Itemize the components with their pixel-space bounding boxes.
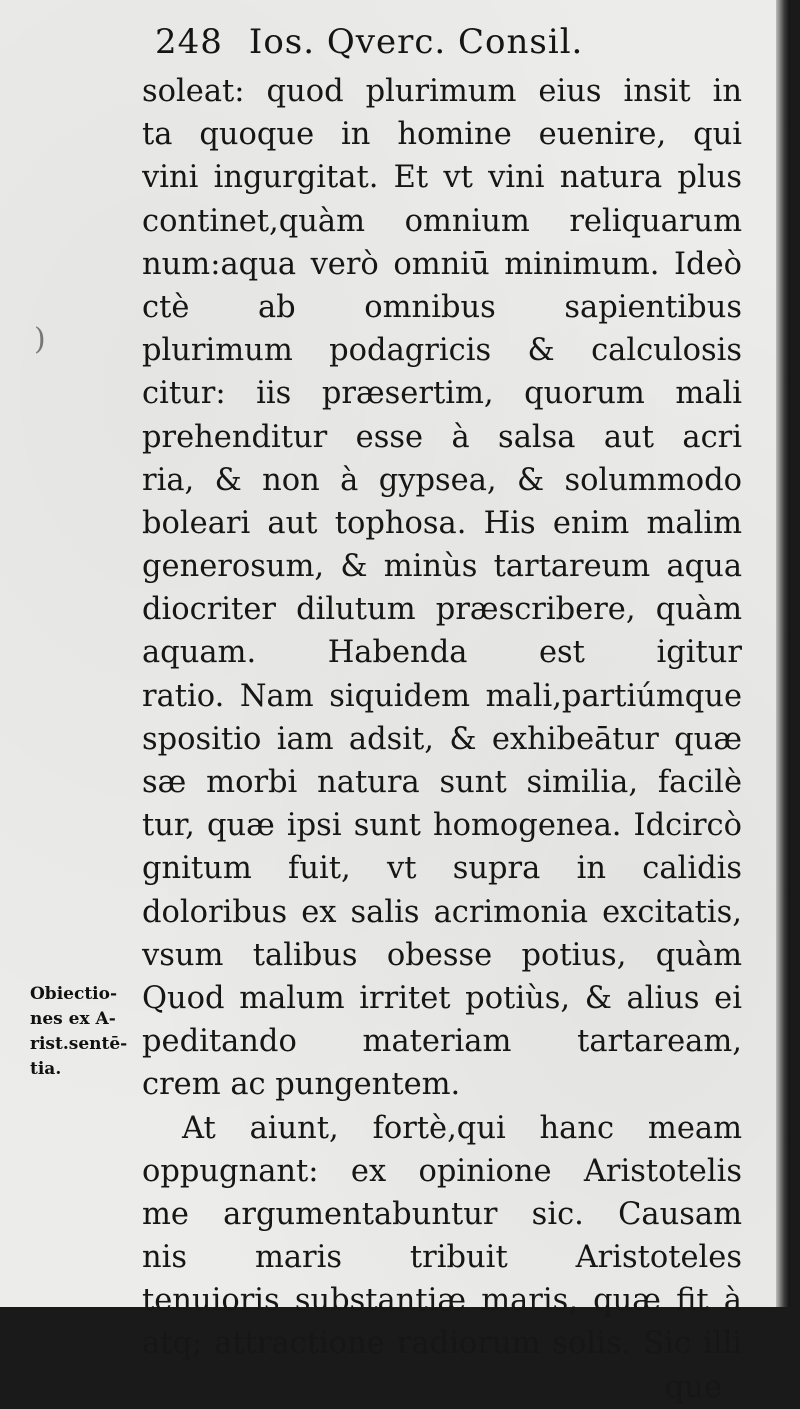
text-line: oppugnant: ex opinione Aristotelis <box>142 1153 742 1189</box>
text-line: aquam. Habenda est igitur <box>142 635 742 671</box>
text-line: peditando materiam tartaream, <box>142 1024 742 1060</box>
marginal-note <box>30 982 127 1082</box>
marginal-note-line: rist.sentē- <box>30 1034 128 1054</box>
text-line: generosum, & minùs tartareum aqua <box>142 549 742 585</box>
text-line: At aiunt, fortè,qui hanc meam <box>182 1110 742 1146</box>
running-title: Ios. Qverc. Consil. <box>248 22 584 62</box>
text-line: boleari aut tophosa. His enim malim <box>142 505 742 541</box>
text-line: ratio. Nam siquidem mali,partiúmque <box>142 678 742 714</box>
text-line: plurimum podagricis & calculosis <box>142 333 742 369</box>
running-head <box>155 22 583 62</box>
text-line: atq; attractione radiorum solis. Sic illi <box>142 1326 742 1362</box>
text-line: continet,quàm omnium reliquarum <box>142 203 742 239</box>
text-line: doloribus ex salis acrimonia excitatis, <box>142 894 742 930</box>
page-number: 248 <box>155 22 223 62</box>
text-line: ctè ab omnibus sapientibus <box>142 289 742 325</box>
marginal-note-line: nes ex A- <box>30 1009 116 1029</box>
page-gutter-shadow <box>776 0 790 1307</box>
text-line: gnitum fuit, vt supra in calidis <box>142 851 742 887</box>
text-line: tur, quæ ipsi sunt homogenea. Idcircò <box>142 808 742 844</box>
body-text <box>142 70 742 1409</box>
text-line: vsum talibus obesse potius, quàm <box>142 937 742 973</box>
text-line: vini ingurgitat. Et vt vini natura plus <box>142 160 742 196</box>
text-line: diocriter dilutum præscribere, quàm <box>142 592 742 628</box>
text-line: me argumentabuntur sic. Causam <box>142 1196 742 1232</box>
text-line: crem ac pungentem. <box>142 1067 461 1103</box>
ink-bleed-mark: ) <box>34 322 46 357</box>
text-line: spositio iam adsit, & exhibeātur quæ <box>142 721 742 757</box>
text-line: prehenditur esse à salsa aut acri <box>142 419 742 455</box>
text-line: sæ morbi natura sunt similia, facilè <box>142 765 742 800</box>
marginal-note-line: Obiectio- <box>30 984 118 1004</box>
catchword: que <box>664 1369 722 1405</box>
text-line: ta quoque in homine euenire, qui <box>142 117 742 153</box>
text-line: num:aqua verò omniū minimum. Ideò <box>142 246 742 282</box>
text-line: citur: iis præsertim, quorum mali <box>142 376 742 412</box>
text-line: soleat: quod plurimum eius insit in <box>142 74 742 109</box>
text-line: Quod malum irritet potiùs, & alius ei <box>142 980 742 1016</box>
text-line: ria, & non à gypsea, & solummodo <box>142 462 742 498</box>
text-line: nis maris tribuit Aristoteles <box>142 1240 742 1276</box>
marginal-note-line: tia. <box>30 1059 62 1079</box>
text-line: tenuioris substantiæ maris, quæ fit à <box>142 1283 742 1319</box>
